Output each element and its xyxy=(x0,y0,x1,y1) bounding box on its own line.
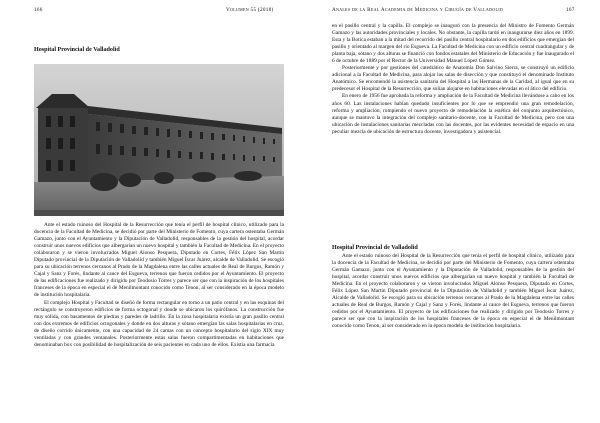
right-body-text xyxy=(332,23,574,136)
left-paragraph-1: Ante el estado ruinoso del Hospital de la Resurrección que tenía el perfil de hospital clínico, utilizado para la docencia de la Facultad de Medicina, se decidió por parte del Ministerio de Fomento, cuya cartera ostentaba Germán Gamazo, junto con el Ayuntamiento y la Diputación de Valladolid, responsables de la gestión del hospital, acordar construir unos nuevos edificios que albergarían un nuevo hospital y también la Facultad de Medicina. En el proyecto colaboraron y se vieron involucrados Miguel Alonso Pesquera, Diputado en Cortes, Félix López San Martín Diputado provincial de la Diputación de Valladolid y también Miguel Íscar Juárez, alcalde de Valladolid. Se escogió para su ubicación terrenos cercanos al Prado de la Magdalena entre las calles actuales de Real de Burgos, Ramón y Cajal y Sanz y Forés, lindante al cauce del Esgueva, terrenos que fueron cedidos por el Ayuntamiento. El proyecto de las edificaciones fue realizado y dirigido por Teodosio Torres y parece ser que con la inspiración de los hospitales franceses de la época en especial el de Menilmontant conocido como Tenon, al ser considerado en la época modelo de institución hospitalaria. xyxy=(34,222,284,299)
right-paragraph-3: En enero de 1956 fue aprobada la reforma y ampliación de la Facultad de Medicina llevándose a cabo en los años 60. Las instalaciones habían quedado insuficientes por lo que se emprendió una gran remodelación, reforma y ampliación, rompiendo el nuevo proyecto de remodelación la estética del conjunto arquitectónico, aunque se mantuvo la integración del complejo sanitario-docente, con la Facultad de Medicina, pero con una ubicación de instalaciones sanitarias mezcladas con las docentes, por las evidentes necesidad de espacio en una peculiar mezcla de ubicación de estructura docente, investigadora y asistencial. xyxy=(332,93,574,135)
right-section-title: Hospital Provincial de Valladolid xyxy=(332,245,418,251)
left-page-number: 166 xyxy=(34,7,43,13)
left-running-head: Volumen 55 (2018) xyxy=(226,7,274,13)
right-running-head: Anales de la Real Academia de Medicina y Cirugía de Valladolid xyxy=(332,7,504,13)
right-section-paragraph-1: Ante el estado ruinoso del Hospital de la Resurrección que tenía el perfil de hospital clínico, utilizado para la docencia de la Facultad de Medicina, se decidió por parte del Ministerio de Fomento, cuya cartera ostentaba Germán Gamazo, junto con el Ayuntamiento y la Diputación de Valladolid, responsables de la gestión del hospital, acordar construir unos nuevos edificios que albergarían un nuevo hospital y también la Facultad de Medicina. En el proyecto colaboraron y se vieron involucrados Miguel Alonso Pesquera, Diputado en Cortes, Félix López San Martín Diputado provincial de la Diputación de Valladolid y también Miguel Íscar Juárez, Alcalde de Valladolid. Se escogió para su ubicación terrenos cercanos al Prado de la Magdalena entre las calles actuales de Real de Burgos, Ramón y Cajal y Sanz y Forés, lindante al cauce del Esgueva, terrenos que fueron cedidos por el Ayuntamiento. El proyecto de las edificaciones fue realizado y dirigido por Teodosio Torres y parece ser que con la inspiración de los hospitales franceses de la época en especial el de Menilmontant conocido como Tenon, al ser considerado en la época modelo de institución hospitalaria. xyxy=(332,253,574,330)
right-page xyxy=(300,0,600,423)
right-paragraph-1: en el pasillo central y la capilla. El complejo se inauguró con la presencia del Ministro de Fomento Germán Gamazo y las autoridades provinciales y locales. No obstante, la capilla tardó en inaugurarse diez años en 1899. Esta y la Botica estaban a la mitad del recorrido del pasillo central hospitalario en dos edificios que emergían del pasillo y orientado al margen del río Esgueva. La Facultad de Medicina con un edificio central cuadrangular y de planta baja, sótano y dos alturas se financió con fondos estatales del Ministerio de Educación y fue inaugurado el 6 de octubre de 1889 por el Rector de la Universidad Manuel López Gómez. xyxy=(332,23,574,65)
left-paragraph-2: El complejo Hospital y Facultad se diseñó de forma rectangular en torno a un patio central y en las esquinas del rectángulo se construyeron edificios de forma octogonal y donde se ubicaron los quirófanos. La construcción fue muy sólida, con basamentos de piedras y paredes de ladrillo. En la zona hospitalaria existía un gran pasillo central con dos extremos de edificios octogonales y donde en dos alturas y sótano emergían las salas hospitalarias en cruz, de diseño corrido únicamente, con una capacidad de 24 camas con un concepto hospitalario del siglo XIX muy ventiladas y con grandes ventanales. Posteriormente estas salas fueron compartimentadas en habitaciones que denominaban box con posibilidad de hospitalización de seis pacientes en cada uno de ellos. Existía una farmacia xyxy=(34,299,284,348)
right-page-number: 167 xyxy=(566,7,575,13)
right-paragraph-2: Posteriormente y por gestiones del catedrático de Anatomía Don Salvino Sierra, se construyó un edificio adicional a la Facultad de Medicina, para alojar las salas de disección y que constituyó el denominado Instituto Anatómico. Se encomendó la asistencia sanitaria del Hospital a las Hermanas de la Caridad, al igual que en su predecesor el Hospital de la Resurrección, que solían alojarse en habitaciones elevadas en el ático del edificio. xyxy=(332,65,574,93)
left-body-text xyxy=(34,222,284,349)
left-section-title: Hospital Provincial de Valladolid xyxy=(34,47,120,53)
right-section-body xyxy=(332,253,574,331)
hospital-photograph xyxy=(34,64,284,216)
